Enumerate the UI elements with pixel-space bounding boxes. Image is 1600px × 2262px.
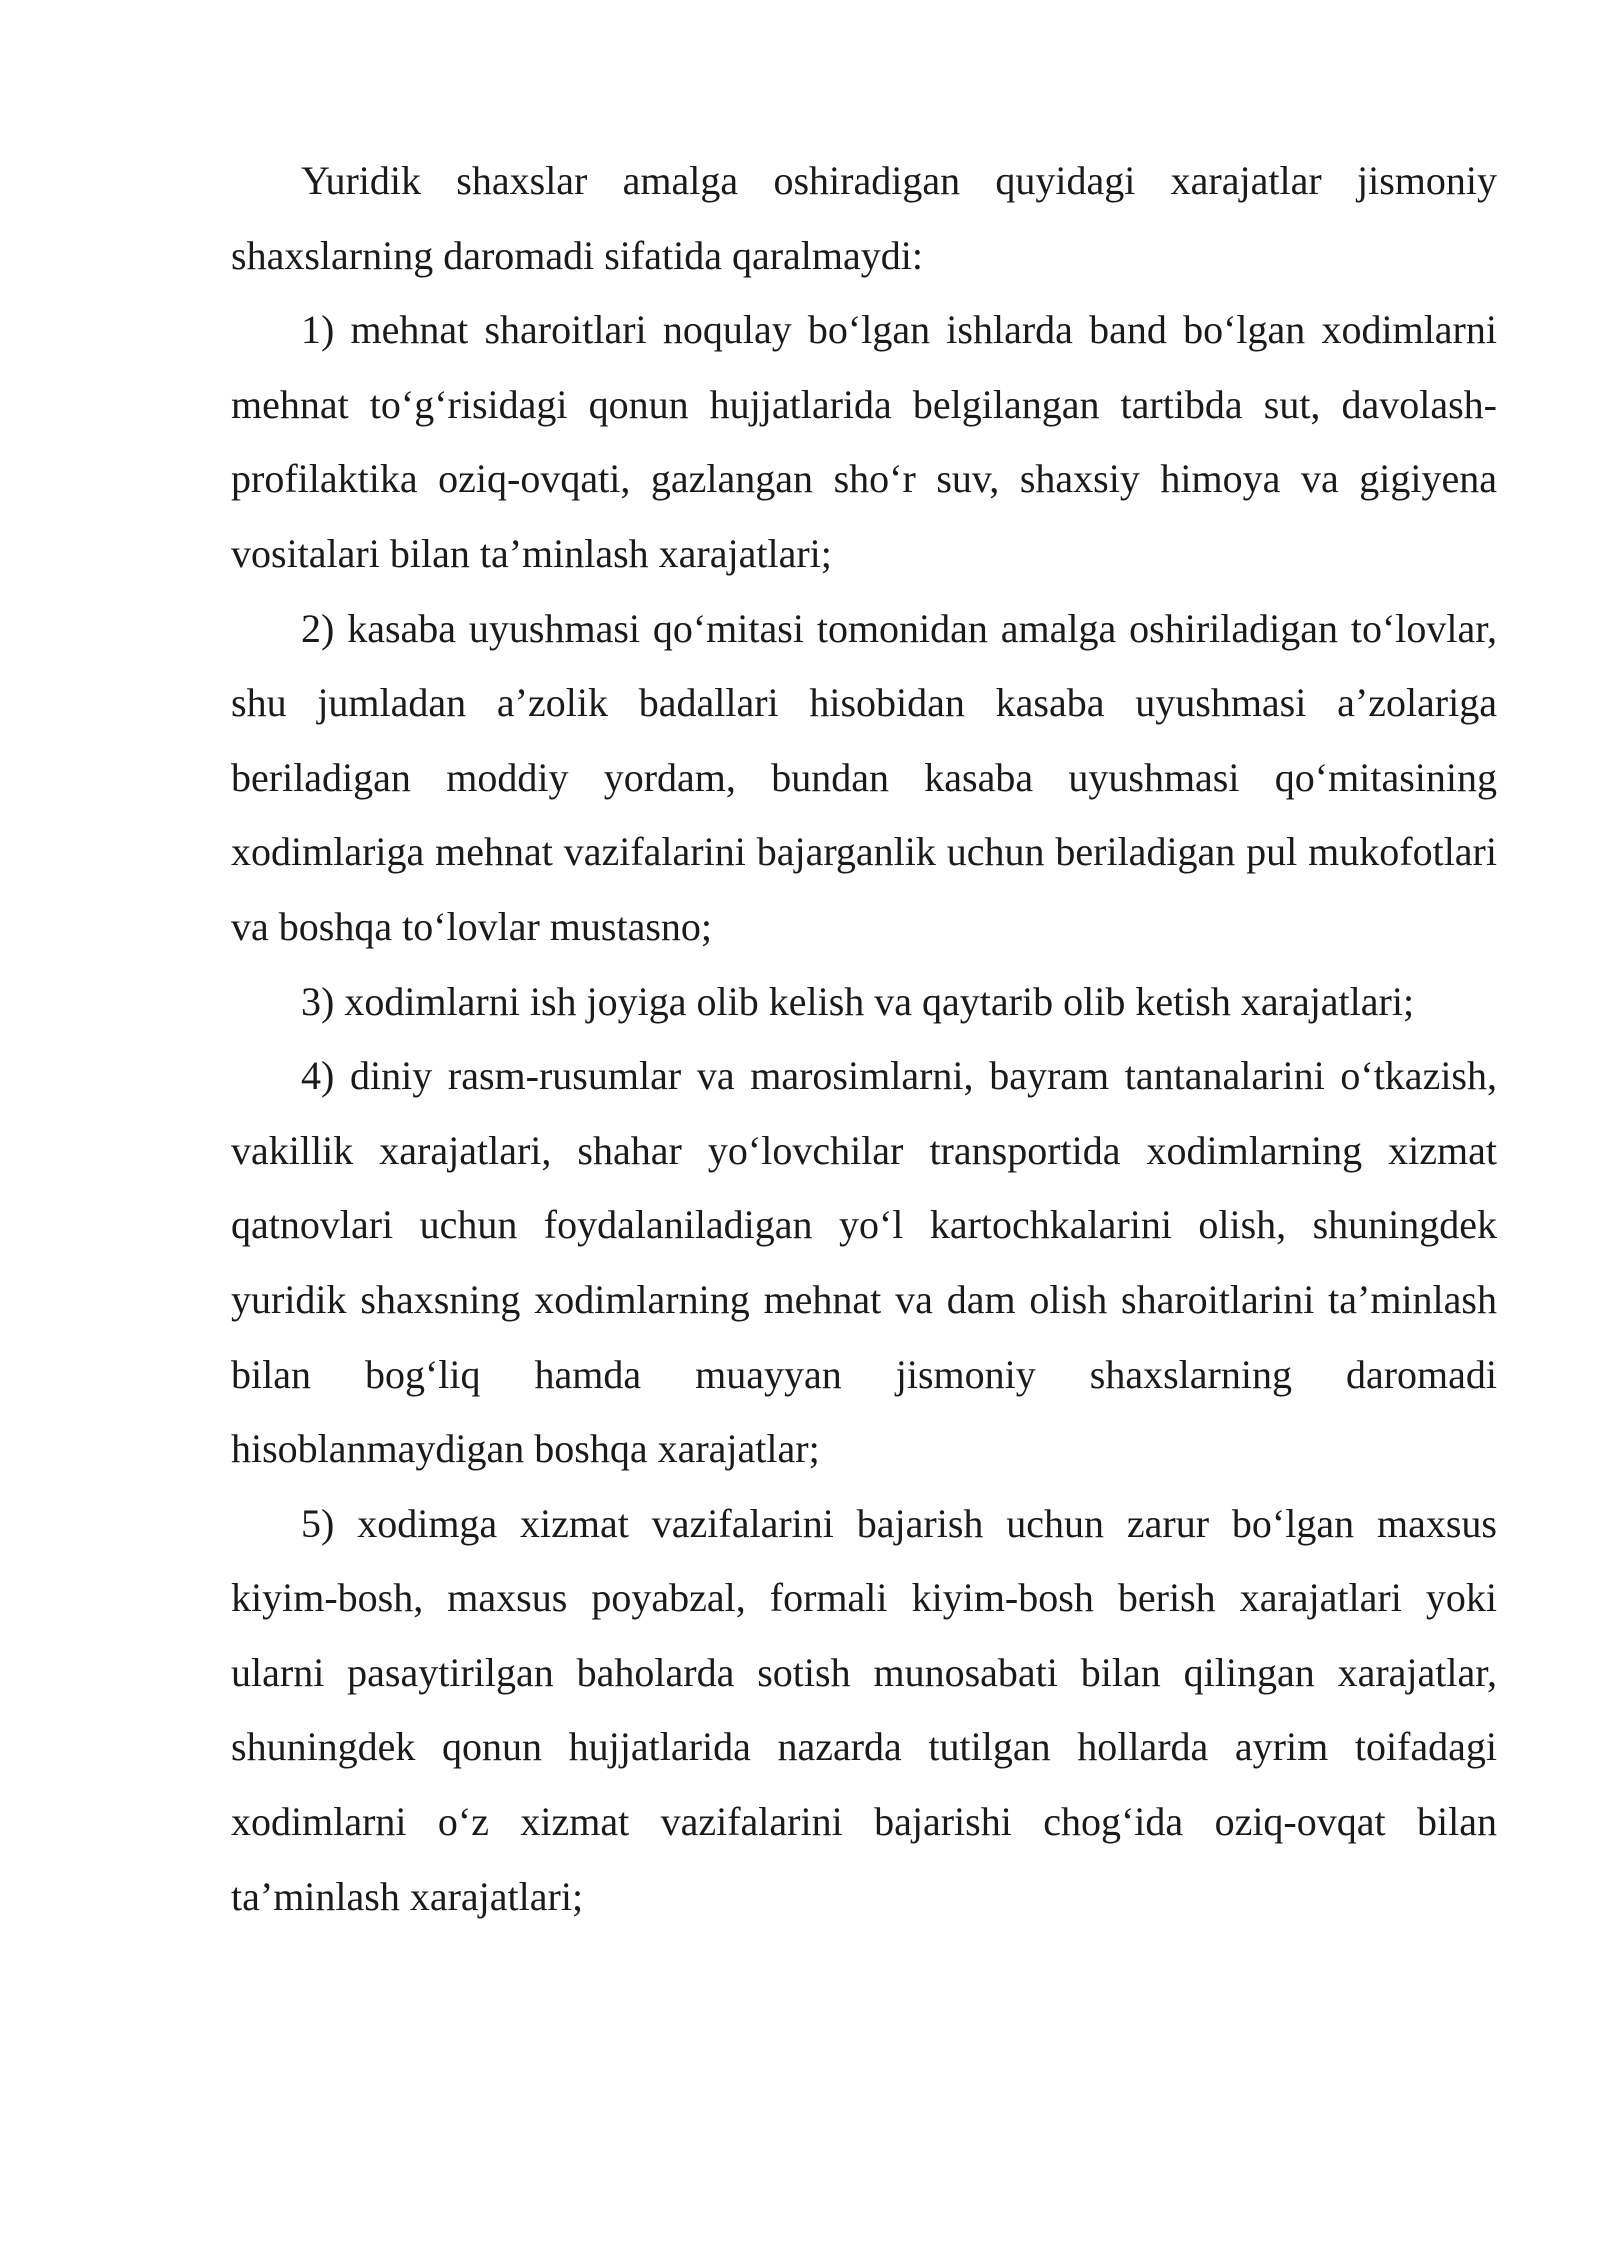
list-item-4: 4) diniy rasm-rusumlar va marosimlarni, bayram tantanalarini o‘tkazish, vakillik xarajatlari, shahar yo‘lovchilar transportida xodimlarning xizmat qatnovlari uchun foydalaniladigan yo‘l kartochkalarini olish, shuningdek yuridik shaxsning xodimlarning mehnat va dam olish sharoitlarini ta’minlash bilan bog‘liq hamda muayyan jismoniy shaxslarning daromadi hisoblanmaydigan boshqa xarajatlar; bbox=[231, 1053, 1497, 1472]
intro-paragraph: Yuridik shaxslar amalga oshiradigan quyidagi xarajatlar jismoniy shaxslarning daromadi sifatida qaralmaydi: bbox=[231, 158, 1497, 278]
document-body bbox=[231, 144, 1497, 1934]
list-item-5: 5) xodimga xizmat vazifalarini bajarish uchun zarur bo‘lgan maxsus kiyim-bosh, maxsus poyabzal, formali kiyim-bosh berish xarajatlari yoki ularni pasaytirilgan baholarda sotish munosabati bilan qilingan xarajatlar, shuningdek qonun hujjatlarida nazarda tutilgan hollarda ayrim toifadagi xodimlarni o‘z xizmat vazifalarini bajarishi chog‘ida oziq-ovqat bilan ta’minlash xarajatlari; bbox=[231, 1500, 1497, 1919]
list-item-3: 3) xodimlarni ish joyiga olib kelish va qaytarib olib ketish xarajatlari; bbox=[301, 978, 1415, 1024]
list-item-1: 1) mehnat sharoitlari noqulay bo‘lgan ishlarda band bo‘lgan xodimlarni mehnat to‘g‘risidagi qonun hujjatlarida belgilangan tartibda sut, davolash-profilaktika oziq-ovqati, gazlangan sho‘r suv, shaxsiy himoya va gigiyena vositalari bilan ta’minlash xarajatlari; bbox=[231, 307, 1497, 576]
list-item-2: 2) kasaba uyushmasi qo‘mitasi tomonidan amalga oshiriladigan to‘lovlar, shu jumladan a’zolik badallari hisobidan kasaba uyushmasi a’zolariga beriladigan moddiy yordam, bundan kasaba uyushmasi qo‘mitasining xodimlariga mehnat vazifalarini bajarganlik uchun beriladigan pul mukofotlari va boshqa to‘lovlar mustasno; bbox=[231, 605, 1497, 949]
